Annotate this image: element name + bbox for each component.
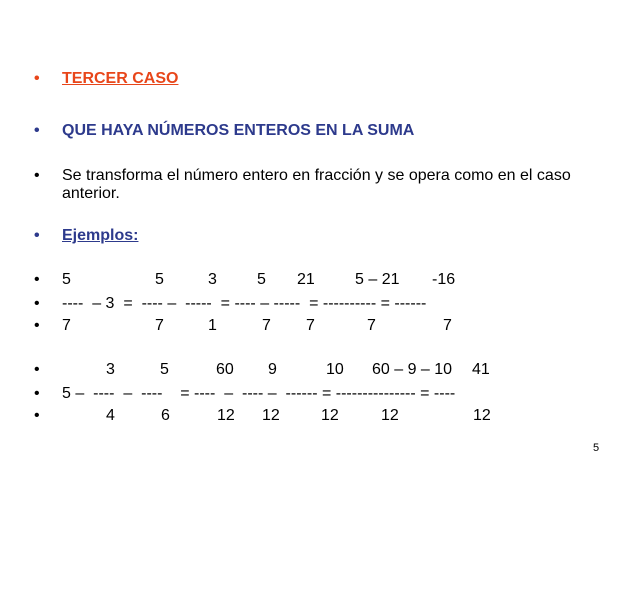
bullet: • [34, 167, 40, 184]
example2-denominator: 12 [321, 407, 339, 424]
example1-numerators-row [34, 270, 594, 290]
example2-numerator: 60 [216, 361, 234, 378]
example1-numerator: 5 [257, 271, 266, 288]
example2-denominator: 12 [473, 407, 491, 424]
example2-numerator: 60 – 9 – 10 [372, 361, 453, 378]
bullet: • [34, 122, 40, 139]
example2-numerator: 9 [268, 361, 277, 378]
bullet: • [34, 317, 40, 334]
bullet-row-examples [34, 226, 139, 246]
example2-numerator: 10 [326, 361, 344, 378]
example2-denominators-row [34, 406, 594, 426]
heading: TERCER CASO [62, 70, 179, 87]
example1-bars-row [34, 294, 594, 314]
example2-numerators-row [34, 360, 594, 380]
example1-fraction-bars: ---- – 3 = ---- – ----- = ---- – ----- = ---------- = ------ [62, 295, 427, 312]
example1-denominator: 1 [208, 317, 217, 334]
example1-denominator: 7 [262, 317, 271, 334]
example2-denominator: 12 [217, 407, 235, 424]
example1-denominator: 7 [62, 317, 71, 334]
bullet: • [34, 227, 40, 244]
example1-numerator: 5 – 21 [355, 271, 400, 288]
page-number: 5 [593, 442, 600, 454]
example1-denominators-row [34, 316, 594, 336]
example2-denominator: 4 [106, 407, 115, 424]
example1-numerator: 3 [208, 271, 217, 288]
bullet-row-heading [34, 69, 179, 89]
example1-denominator: 7 [443, 317, 452, 334]
example1-denominator: 7 [306, 317, 315, 334]
bullet: • [34, 385, 40, 402]
subheading: QUE HAYA NÚMEROS ENTEROS EN LA SUMA [62, 122, 415, 139]
example2-bars-row [34, 384, 594, 404]
examples-label: Ejemplos: [62, 227, 139, 244]
example2-denominator: 12 [381, 407, 399, 424]
bullet: • [34, 407, 40, 424]
example2-denominator: 12 [262, 407, 280, 424]
example1-numerator: 5 [62, 271, 71, 288]
paragraph: Se transforma el número entero en fracción y se opera como en el caso anterior. [62, 167, 571, 202]
bullet: • [34, 271, 40, 288]
bullet: • [34, 295, 40, 312]
example1-numerator: -16 [432, 271, 456, 288]
example2-numerator: 41 [472, 361, 490, 378]
example1-numerator: 5 [155, 271, 164, 288]
example2-numerator: 3 [106, 361, 115, 378]
bullet: • [34, 361, 40, 378]
bullet-row-paragraph [34, 166, 52, 186]
example1-denominator: 7 [155, 317, 164, 334]
example1-denominator: 7 [367, 317, 376, 334]
example2-numerator: 5 [160, 361, 169, 378]
example1-numerator: 21 [297, 271, 315, 288]
example2-fraction-bars: 5 – ---- – ---- = ---- – ---- – ------ = --------------- = ---- [62, 385, 456, 402]
bullet: • [34, 70, 40, 87]
bullet-row-subheading [34, 121, 415, 141]
example2-denominator: 6 [161, 407, 170, 424]
